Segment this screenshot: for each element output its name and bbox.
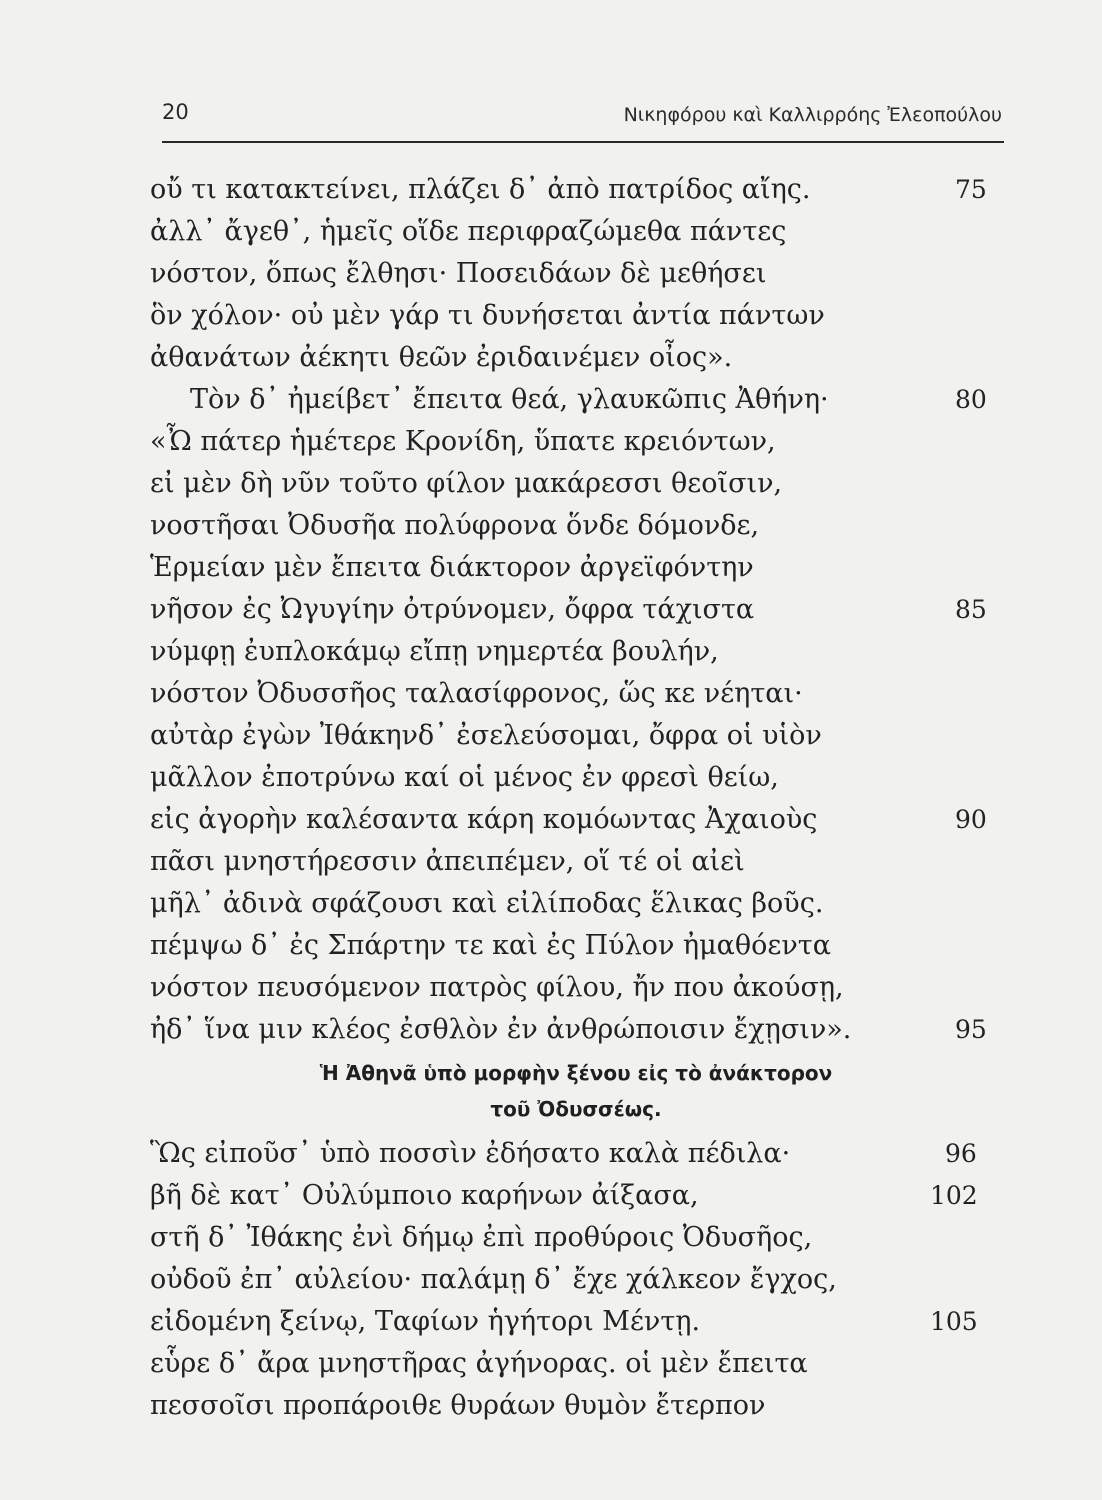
verse-line: εἰ μὲν δὴ νῦν τοῦτο φίλον μακάρεσσι θεοῖσιν, bbox=[150, 468, 783, 499]
section-heading-line1: Ἡ Ἀθηνᾶ ὑπὸ μορφὴν ξένου εἰς τὸ ἀνάκτορον bbox=[319, 1061, 833, 1085]
verse-line: μᾶλλον ἐποτρύνω καί οἱ μένος ἐν φρεσὶ θείω, bbox=[150, 762, 779, 793]
verse-line: μῆλ᾽ ἀδινὰ σφάζουσι καὶ εἰλίποδας ἕλικας βοῦς. bbox=[150, 888, 824, 919]
verse-line: αὐτὰρ ἐγὼν Ἰθάκηνδ᾽ ἐσελεύσομαι, ὄφρα οἱ υἱὸν bbox=[150, 720, 822, 751]
verse-line: νῆσον ἐς Ὠγυγίην ὀτρύνομεν, ὄφρα τάχιστα bbox=[150, 594, 755, 625]
verse-line: οὔ τι κατακτείνει, πλάζει δ᾽ ἀπὸ πατρίδος αἴης. bbox=[150, 174, 811, 205]
verse-line: στῆ δ᾽ Ἰθάκης ἐνὶ δήμῳ ἐπὶ προθύροις Ὀδυσῆος, bbox=[150, 1222, 813, 1253]
line-number: 102 bbox=[930, 1181, 978, 1210]
line-number: 85 bbox=[955, 595, 987, 624]
verse-line: νοστῆσαι Ὀδυσῆα πολύφρονα ὅνδε δόμονδε, bbox=[150, 510, 760, 541]
verse-line: νύμφῃ ἐυπλοκάμῳ εἴπῃ νημερτέα βουλήν, bbox=[150, 636, 719, 667]
line-number: 90 bbox=[955, 805, 987, 834]
verse-line: εἰς ἀγορὴν καλέσαντα κάρη κομόωντας Ἀχαιοὺς bbox=[150, 804, 818, 835]
verse-line: ἀλλ᾽ ἄγεθ᾽, ἡμεῖς οἵδε περιφραζώμεθα πάντες bbox=[150, 216, 787, 247]
verse-line: εὗρε δ᾽ ἄρα μνηστῆρας ἀγήνορας. οἱ μὲν ἔπειτα bbox=[150, 1348, 808, 1379]
section-heading-line2: τοῦ Ὀδυσσέως. bbox=[490, 1097, 662, 1121]
header-rule bbox=[162, 141, 1004, 143]
verse-line: ὃν χόλον· οὐ μὲν γάρ τι δυνήσεται ἀντία πάντων bbox=[150, 300, 825, 331]
verse-line: «Ὦ πάτερ ἡμέτερε Κρονίδη, ὕπατε κρειόντων, bbox=[150, 426, 776, 457]
verse-line: Τὸν δ᾽ ἠμείβετ᾽ ἔπειτα θεά, γλαυκῶπις Ἀθήνη· bbox=[190, 384, 829, 415]
verse-line: εἰδομένη ξείνῳ, Ταφίων ἡγήτορι Μέντῃ. bbox=[150, 1306, 701, 1337]
line-number: 96 bbox=[945, 1139, 977, 1168]
verse-line: νόστον, ὅπως ἔλθησι· Ποσειδάων δὲ μεθήσει bbox=[150, 258, 767, 289]
line-number: 95 bbox=[955, 1015, 987, 1044]
line-number: 80 bbox=[955, 385, 987, 414]
verse-line: ἠδ᾽ ἵνα μιν κλέος ἐσθλὸν ἐν ἀνθρώποισιν ἔχῃσιν». bbox=[150, 1014, 852, 1045]
running-head: Νικηφόρου καὶ Καλλιρρόης Ἐλεοπούλου bbox=[623, 104, 1002, 126]
verse-line: Ὣς εἰποῦσ᾽ ὑπὸ ποσσὶν ἐδήσατο καλὰ πέδιλα· bbox=[150, 1138, 791, 1169]
verse-line: νόστον Ὀδυσσῆος ταλασίφρονος, ὥς κε νέηται· bbox=[150, 678, 803, 709]
verse-line: πέμψω δ᾽ ἐς Σπάρτην τε καὶ ἐς Πύλον ἠμαθόεντα bbox=[150, 930, 831, 961]
page-number: 20 bbox=[162, 100, 189, 124]
verse-line: οὐδοῦ ἐπ᾽ αὐλείου· παλάμῃ δ᾽ ἔχε χάλκεον ἔγχος, bbox=[150, 1264, 837, 1295]
verse-line: Ἑρμείαν μὲν ἔπειτα διάκτορον ἀργεϊφόντην bbox=[150, 552, 754, 583]
verse-line: πᾶσι μνηστήρεσσιν ἀπειπέμεν, οἵ τέ οἱ αἰεὶ bbox=[150, 846, 745, 877]
verse-line: νόστον πευσόμενον πατρὸς φίλου, ἤν που ἀκούσῃ, bbox=[150, 972, 844, 1003]
verse-line: βῆ δὲ κατ᾽ Οὐλύμποιο καρήνων ἀίξασα, bbox=[150, 1180, 699, 1211]
verse-line: πεσσοῖσι προπάροιθε θυράων θυμὸν ἔτερπον bbox=[150, 1390, 766, 1421]
line-number: 105 bbox=[930, 1307, 978, 1336]
verse-line: ἀθανάτων ἀέκητι θεῶν ἐριδαινέμεν οἶος». bbox=[150, 342, 733, 373]
line-number: 75 bbox=[955, 175, 987, 204]
